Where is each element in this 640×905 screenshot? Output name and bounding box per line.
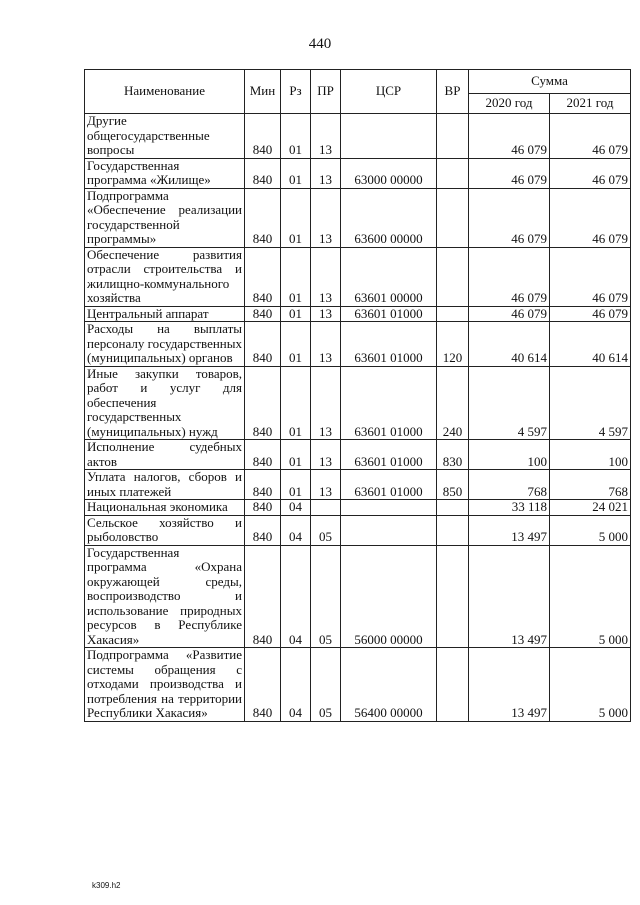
cell-rz: 01 (281, 114, 311, 159)
cell-rz: 04 (281, 515, 311, 545)
cell-rz: 01 (281, 440, 311, 470)
cell-csr (341, 500, 437, 516)
header-csr: ЦСР (341, 70, 437, 114)
cell-y2021: 5 000 (550, 648, 631, 722)
cell-csr: 63601 01000 (341, 470, 437, 500)
cell-pr: 13 (311, 114, 341, 159)
cell-rz: 01 (281, 247, 311, 306)
cell-y2021: 768 (550, 470, 631, 500)
cell-y2020: 46 079 (469, 188, 550, 247)
cell-csr: 63600 00000 (341, 188, 437, 247)
cell-vr (437, 158, 469, 188)
cell-vr (437, 500, 469, 516)
cell-name: Сельское хозяйство и рыболовство (85, 515, 245, 545)
cell-min: 840 (245, 247, 281, 306)
table-row (85, 322, 631, 367)
table-row (85, 470, 631, 500)
cell-min: 840 (245, 188, 281, 247)
header-2020: 2020 год (469, 94, 550, 114)
cell-y2021: 24 021 (550, 500, 631, 516)
cell-pr: 13 (311, 366, 341, 440)
cell-y2020: 46 079 (469, 114, 550, 159)
cell-rz: 01 (281, 158, 311, 188)
cell-rz: 01 (281, 470, 311, 500)
table-row (85, 247, 631, 306)
cell-pr: 13 (311, 188, 341, 247)
cell-y2021: 46 079 (550, 247, 631, 306)
cell-min: 840 (245, 500, 281, 516)
cell-min: 840 (245, 440, 281, 470)
cell-vr: 120 (437, 322, 469, 367)
cell-min: 840 (245, 158, 281, 188)
cell-rz: 04 (281, 648, 311, 722)
cell-vr (437, 114, 469, 159)
cell-y2021: 5 000 (550, 545, 631, 648)
header-sum: Сумма (469, 70, 631, 94)
table-row (85, 500, 631, 516)
cell-name: Другие общегосударственные вопросы (85, 114, 245, 159)
cell-csr: 56400 00000 (341, 648, 437, 722)
table-row (85, 366, 631, 440)
cell-min: 840 (245, 306, 281, 322)
table-body (85, 114, 631, 722)
cell-rz: 04 (281, 500, 311, 516)
cell-csr: 63601 00000 (341, 247, 437, 306)
cell-y2020: 100 (469, 440, 550, 470)
cell-name: Исполнение судебных актов (85, 440, 245, 470)
table-header (85, 70, 631, 114)
cell-csr (341, 114, 437, 159)
cell-y2021: 40 614 (550, 322, 631, 367)
cell-pr: 05 (311, 545, 341, 648)
cell-pr: 05 (311, 515, 341, 545)
cell-csr: 63601 01000 (341, 322, 437, 367)
cell-csr: 63601 01000 (341, 306, 437, 322)
header-min: Мин (245, 70, 281, 114)
cell-pr: 13 (311, 247, 341, 306)
table-row (85, 306, 631, 322)
cell-pr: 13 (311, 440, 341, 470)
cell-vr (437, 247, 469, 306)
cell-csr: 63601 01000 (341, 366, 437, 440)
cell-pr: 13 (311, 306, 341, 322)
cell-pr: 05 (311, 648, 341, 722)
cell-pr: 13 (311, 470, 341, 500)
cell-name: Подпрограмма «Обеспечение реализации государственной программы» (85, 188, 245, 247)
cell-vr (437, 648, 469, 722)
table-row (85, 440, 631, 470)
cell-name: Расходы на выплаты персоналу государственных (муниципальных) органов (85, 322, 245, 367)
cell-y2020: 13 497 (469, 545, 550, 648)
page-number: 440 (308, 36, 332, 52)
header-vr: ВР (437, 70, 469, 114)
cell-vr (437, 306, 469, 322)
cell-y2020: 46 079 (469, 306, 550, 322)
cell-y2020: 13 497 (469, 648, 550, 722)
cell-rz: 04 (281, 545, 311, 648)
cell-csr: 56000 00000 (341, 545, 437, 648)
cell-vr: 850 (437, 470, 469, 500)
cell-min: 840 (245, 322, 281, 367)
cell-y2021: 5 000 (550, 515, 631, 545)
table-row (85, 515, 631, 545)
cell-y2021: 46 079 (550, 158, 631, 188)
header-name: Наименование (85, 70, 245, 114)
cell-min: 840 (245, 648, 281, 722)
cell-min: 840 (245, 366, 281, 440)
cell-name: Подпрограмма «Развитие системы обращения с отходами производства и потребления на территории Республики Хакасия» (85, 648, 245, 722)
cell-rz: 01 (281, 322, 311, 367)
cell-name: Обеспечение развития отрасли строительства и жилищно-коммунального хозяйства (85, 247, 245, 306)
cell-name: Уплата налогов, сборов и иных платежей (85, 470, 245, 500)
cell-y2020: 46 079 (469, 158, 550, 188)
cell-vr: 240 (437, 366, 469, 440)
cell-name: Государственная программа «Охрана окружающей среды, воспроизводство и использование природных ресурсов в Республике Хакасия» (85, 545, 245, 648)
cell-y2020: 768 (469, 470, 550, 500)
cell-y2020: 40 614 (469, 322, 550, 367)
cell-vr (437, 515, 469, 545)
cell-pr: 13 (311, 158, 341, 188)
table-row (85, 158, 631, 188)
cell-y2020: 46 079 (469, 247, 550, 306)
header-rz: Рз (281, 70, 311, 114)
cell-rz: 01 (281, 306, 311, 322)
cell-name: Государственная программа «Жилище» (85, 158, 245, 188)
cell-y2021: 46 079 (550, 306, 631, 322)
header-2021: 2021 год (550, 94, 631, 114)
cell-min: 840 (245, 470, 281, 500)
table-row (85, 188, 631, 247)
table-row (85, 545, 631, 648)
cell-pr (311, 500, 341, 516)
cell-rz: 01 (281, 366, 311, 440)
cell-csr (341, 515, 437, 545)
cell-min: 840 (245, 515, 281, 545)
cell-vr (437, 545, 469, 648)
cell-vr: 830 (437, 440, 469, 470)
cell-y2020: 4 597 (469, 366, 550, 440)
budget-table (84, 69, 631, 722)
cell-y2020: 13 497 (469, 515, 550, 545)
cell-csr: 63000 00000 (341, 158, 437, 188)
cell-y2021: 46 079 (550, 188, 631, 247)
cell-y2020: 33 118 (469, 500, 550, 516)
cell-min: 840 (245, 545, 281, 648)
cell-vr (437, 188, 469, 247)
cell-name: Иные закупки товаров, работ и услуг для обеспечения государственных (муниципальных) нужд (85, 366, 245, 440)
cell-rz: 01 (281, 188, 311, 247)
cell-min: 840 (245, 114, 281, 159)
cell-name: Национальная экономика (85, 500, 245, 516)
header-pr: ПР (311, 70, 341, 114)
cell-name: Центральный аппарат (85, 306, 245, 322)
footer-code: k309.h2 (92, 881, 121, 890)
table-row (85, 114, 631, 159)
cell-y2021: 4 597 (550, 366, 631, 440)
cell-y2021: 46 079 (550, 114, 631, 159)
cell-y2021: 100 (550, 440, 631, 470)
table-row (85, 648, 631, 722)
cell-pr: 13 (311, 322, 341, 367)
cell-csr: 63601 01000 (341, 440, 437, 470)
